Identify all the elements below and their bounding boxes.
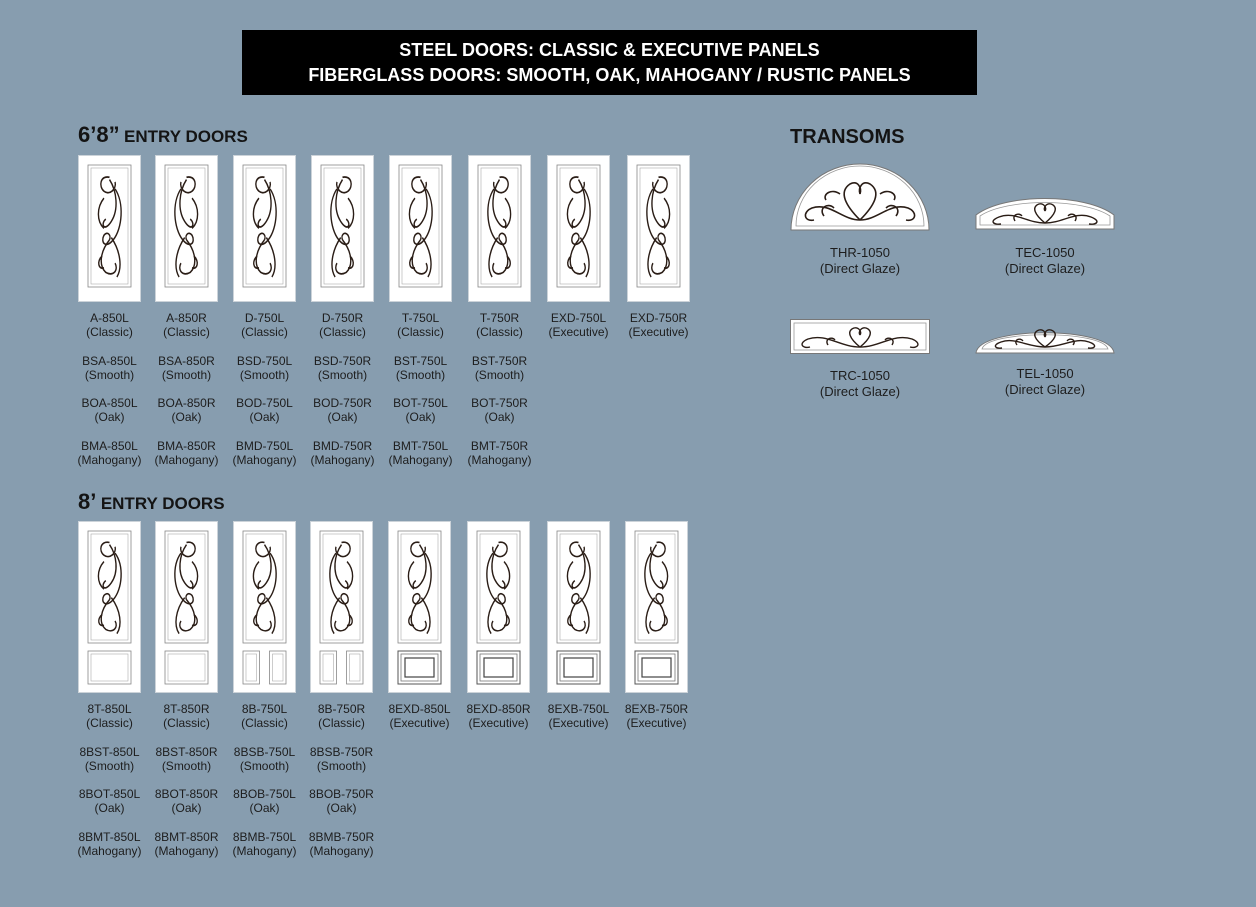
model-code: 8BMB-750L <box>232 829 297 844</box>
model-finish: (Classic) <box>241 325 288 339</box>
model-code: BOT-750L <box>393 396 448 410</box>
model-finish: (Mahogany) <box>310 452 375 467</box>
model-code: BSD-750R <box>313 353 372 368</box>
model-code: D-750R <box>321 311 364 325</box>
door-model-label <box>382 354 460 382</box>
model-code: 8BOT-850R <box>154 787 219 801</box>
model-finish: (Smooth) <box>161 758 212 773</box>
door-model-label <box>304 439 382 467</box>
door-ironwork-drawing <box>312 156 373 301</box>
model-code: BOD-750L <box>236 396 293 410</box>
door-model-label <box>226 745 304 773</box>
door-model-label <box>71 702 149 730</box>
model-finish: (Executive) <box>468 716 529 730</box>
model-finish: (Mahogany) <box>77 452 142 467</box>
door-model-label <box>148 396 226 424</box>
door-image[interactable] <box>311 155 374 302</box>
model-finish: (Mahogany) <box>388 452 453 467</box>
transom-code: TRC-1050 <box>830 368 890 383</box>
transom-glaze: (Direct Glaze) <box>1004 261 1086 276</box>
model-finish: (Executive) <box>389 716 450 730</box>
model-finish: (Mahogany) <box>154 843 219 858</box>
model-finish: (Classic) <box>163 716 210 730</box>
door-model-label <box>303 745 381 773</box>
model-finish: (Smooth) <box>317 367 368 382</box>
model-code: BMD-750R <box>312 438 373 453</box>
door-model-label <box>226 311 304 339</box>
door-model-label <box>460 702 538 730</box>
model-code: BSD-750L <box>236 353 293 368</box>
model-code: 8BOT-850L <box>78 787 141 801</box>
transom-tec-label <box>965 245 1125 277</box>
model-code: BOA-850R <box>157 396 216 410</box>
model-finish: (Executive) <box>628 325 689 339</box>
door-model-label <box>382 439 460 467</box>
model-code: 8EXB-750R <box>624 702 689 716</box>
model-finish: (Smooth) <box>84 758 135 773</box>
model-finish: (Executive) <box>548 716 609 730</box>
model-finish: (Mahogany) <box>232 843 297 858</box>
model-code: BMA-850R <box>157 438 216 453</box>
door-model-label <box>461 354 539 382</box>
model-code: 8BMT-850L <box>78 829 141 844</box>
model-finish: (Oak) <box>171 410 202 424</box>
door-model-label <box>148 311 226 339</box>
model-finish: (Smooth) <box>395 367 446 382</box>
model-code: BMT-750R <box>470 438 529 453</box>
door-model-label <box>71 354 149 382</box>
model-code: 8BSB-750R <box>309 744 374 759</box>
door-ironwork-drawing <box>311 522 372 692</box>
door-model-label <box>148 745 226 773</box>
model-finish: (Smooth) <box>161 367 212 382</box>
section-68-size: 6’8” <box>78 122 120 147</box>
section-title-8 <box>78 489 225 515</box>
model-finish: (Classic) <box>86 716 133 730</box>
model-finish: (Mahogany) <box>309 843 374 858</box>
transoms-title: TRANSOMS <box>790 126 905 148</box>
section-8-text: ENTRY DOORS <box>100 494 225 513</box>
door-model-label <box>71 745 149 773</box>
section-title-68 <box>78 122 248 148</box>
transom-glaze: (Direct Glaze) <box>819 261 901 276</box>
model-code: 8BOB-750R <box>309 787 374 801</box>
model-finish: (Classic) <box>318 716 365 730</box>
model-finish: (Mahogany) <box>154 452 219 467</box>
model-code: BMD-750L <box>235 438 294 453</box>
door-model-label <box>71 439 149 467</box>
model-finish: (Smooth) <box>84 367 135 382</box>
model-finish: (Smooth) <box>239 758 290 773</box>
door-model-label <box>71 830 149 858</box>
model-finish: (Mahogany) <box>467 452 532 467</box>
model-finish: (Oak) <box>326 801 357 815</box>
header-banner <box>242 30 977 95</box>
banner-line-fiberglass: FIBERGLASS DOORS: SMOOTH, OAK, MAHOGANY / RUSTIC PANELS <box>308 65 911 85</box>
model-code: 8BSB-750L <box>233 744 296 759</box>
model-code: 8BST-850L <box>79 744 140 759</box>
door-model-label <box>540 311 618 339</box>
transom-tel-image[interactable] <box>975 318 1115 360</box>
model-code: 8T-850R <box>163 702 210 716</box>
transom-glaze: (Direct Glaze) <box>819 384 901 399</box>
door-model-label <box>461 311 539 339</box>
model-code: 8BOB-750L <box>233 787 296 801</box>
door-model-label <box>71 787 149 815</box>
model-code: A-850R <box>166 311 207 325</box>
model-code: BMT-750L <box>392 438 449 453</box>
door-model-label <box>618 702 696 730</box>
section-68-text: ENTRY DOORS <box>124 127 248 146</box>
model-code: BOT-750R <box>471 396 528 410</box>
model-finish: (Oak) <box>171 801 202 815</box>
model-finish: (Mahogany) <box>77 843 142 858</box>
model-code: 8B-750L <box>241 702 288 716</box>
model-finish: (Oak) <box>327 410 358 424</box>
model-finish: (Executive) <box>548 325 609 339</box>
door-ironwork-drawing <box>468 522 529 692</box>
door-ironwork-drawing <box>79 522 140 692</box>
model-code: EXD-750R <box>629 311 688 325</box>
door-model-label <box>226 702 304 730</box>
model-finish: (Oak) <box>484 410 515 424</box>
door-model-label <box>148 830 226 858</box>
model-code: 8T-850L <box>87 702 132 716</box>
model-finish: (Smooth) <box>239 367 290 382</box>
door-image[interactable] <box>627 155 690 302</box>
door-image[interactable] <box>468 155 531 302</box>
model-code: BST-750L <box>393 353 448 368</box>
door-model-label <box>148 787 226 815</box>
model-code: D-750L <box>244 311 285 325</box>
door-image[interactable] <box>78 521 141 693</box>
transom-glaze: (Direct Glaze) <box>1004 382 1086 397</box>
model-code: BMA-850L <box>81 438 138 453</box>
door-model-label <box>382 311 460 339</box>
door-ironwork-drawing <box>548 156 609 301</box>
door-ironwork-drawing <box>626 522 687 692</box>
door-model-label <box>226 787 304 815</box>
door-image[interactable] <box>467 521 530 693</box>
door-ironwork-drawing <box>389 522 450 692</box>
door-model-label <box>620 311 698 339</box>
door-model-label <box>71 311 149 339</box>
door-ironwork-drawing <box>234 522 295 692</box>
door-image[interactable] <box>547 155 610 302</box>
door-image[interactable] <box>78 155 141 302</box>
banner-line-steel: STEEL DOORS: CLASSIC & EXECUTIVE PANELS <box>399 40 820 60</box>
door-image[interactable] <box>233 155 296 302</box>
door-model-label <box>148 354 226 382</box>
section-8-size: 8’ <box>78 489 97 514</box>
transom-code: TEL-1050 <box>1016 366 1074 381</box>
door-ironwork-drawing <box>234 156 295 301</box>
door-ironwork-drawing <box>548 522 609 692</box>
door-ironwork-drawing <box>79 156 140 301</box>
model-finish: (Smooth) <box>316 758 367 773</box>
model-code: T-750L <box>401 311 440 325</box>
model-code: BST-750R <box>471 353 528 368</box>
model-finish: (Classic) <box>397 325 444 339</box>
door-model-label <box>226 396 304 424</box>
model-code: 8EXD-850L <box>388 702 451 716</box>
door-model-label <box>148 439 226 467</box>
model-code: EXD-750L <box>550 311 607 325</box>
transom-trc-image[interactable] <box>790 319 930 359</box>
door-image[interactable] <box>310 521 373 693</box>
model-code: BOD-750R <box>313 396 372 410</box>
model-code: BOA-850L <box>81 396 138 410</box>
model-code: 8BMT-850R <box>154 829 219 844</box>
door-model-label <box>148 702 226 730</box>
model-code: 8EXB-750L <box>547 702 610 716</box>
transom-tel-label <box>965 366 1125 398</box>
model-code: 8B-750R <box>317 702 366 716</box>
door-model-label <box>303 787 381 815</box>
door-ironwork-drawing <box>390 156 451 301</box>
door-ironwork-drawing <box>469 156 530 301</box>
model-finish: (Oak) <box>94 801 125 815</box>
door-ironwork-drawing <box>156 156 217 301</box>
door-model-label <box>461 396 539 424</box>
transom-code: TEC-1050 <box>1015 245 1075 260</box>
model-finish: (Oak) <box>249 410 280 424</box>
door-image[interactable] <box>389 155 452 302</box>
door-ironwork-drawing <box>156 522 217 692</box>
model-code: A-850L <box>90 311 129 325</box>
door-image[interactable] <box>547 521 610 693</box>
door-ironwork-drawing <box>628 156 689 301</box>
door-image[interactable] <box>388 521 451 693</box>
door-model-label <box>226 439 304 467</box>
door-model-label <box>226 830 304 858</box>
model-finish: (Mahogany) <box>232 452 297 467</box>
door-model-label <box>304 311 382 339</box>
door-image[interactable] <box>155 155 218 302</box>
model-finish: (Oak) <box>249 801 280 815</box>
model-finish: (Classic) <box>163 325 210 339</box>
model-finish: (Classic) <box>241 716 288 730</box>
model-finish: (Oak) <box>94 410 125 424</box>
model-code: 8EXD-850R <box>466 702 531 716</box>
model-finish: (Classic) <box>476 325 523 339</box>
door-model-label <box>303 830 381 858</box>
model-code: 8BST-850R <box>155 744 218 759</box>
door-model-label <box>304 354 382 382</box>
door-model-label <box>540 702 618 730</box>
model-finish: (Classic) <box>319 325 366 339</box>
door-model-label <box>382 396 460 424</box>
model-code: 8BMB-750R <box>308 829 375 844</box>
transom-trc-label <box>780 368 940 400</box>
door-model-label <box>226 354 304 382</box>
transom-thr-image[interactable] <box>790 162 930 237</box>
door-model-label <box>381 702 459 730</box>
door-model-label <box>303 702 381 730</box>
door-image[interactable] <box>233 521 296 693</box>
model-code: BSA-850R <box>158 353 215 368</box>
model-code: BSA-850L <box>82 353 137 368</box>
door-model-label <box>461 439 539 467</box>
model-finish: (Classic) <box>86 325 133 339</box>
door-model-label <box>304 396 382 424</box>
model-finish: (Executive) <box>626 716 687 730</box>
transom-code: THR-1050 <box>830 245 890 260</box>
door-image[interactable] <box>625 521 688 693</box>
model-code: T-750R <box>479 311 520 325</box>
model-finish: (Smooth) <box>474 367 525 382</box>
transom-thr-label <box>780 245 940 277</box>
door-image[interactable] <box>155 521 218 693</box>
transom-tec-image[interactable] <box>975 193 1115 236</box>
model-finish: (Oak) <box>405 410 436 424</box>
door-model-label <box>71 396 149 424</box>
